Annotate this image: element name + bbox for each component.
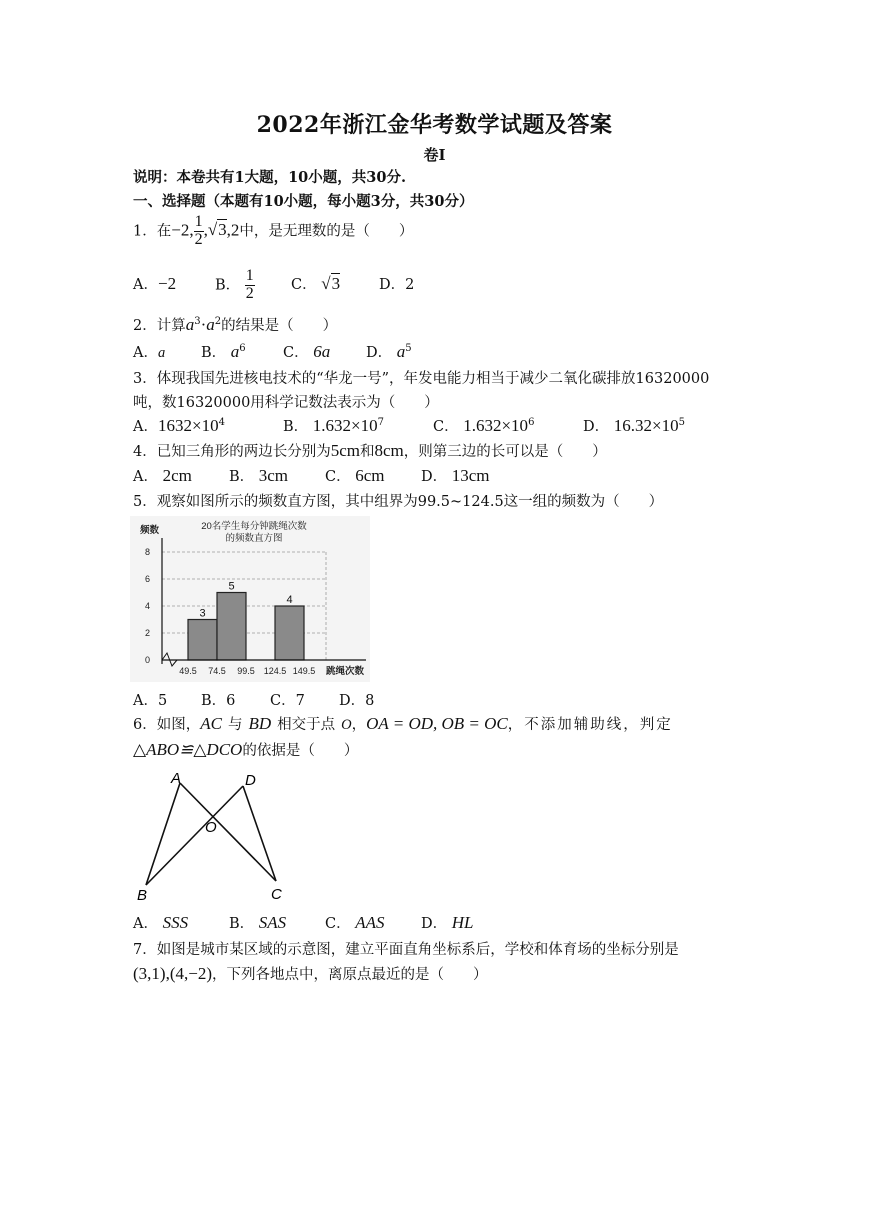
q6-triangles: △ABO≌△DCO (133, 740, 243, 759)
q5-option-a: A．5 (133, 693, 168, 709)
q4-suffix: ，则第三边的长可以是（ ） (403, 444, 607, 460)
q3-option-c (433, 415, 583, 436)
q1-sqrt: √3 (207, 220, 227, 240)
option-exp: 5 (678, 417, 685, 429)
option-label: D． (583, 419, 610, 435)
figure-label-a: A (171, 770, 182, 787)
option-label: C． (325, 469, 351, 485)
q6-suffix: 的依据是（ ） (242, 743, 359, 759)
question-1 (133, 214, 413, 249)
segment-ac (180, 783, 276, 881)
q2-base-b: a (206, 315, 215, 334)
chart-title-line-1: 20名学生每分钟跳绳次数 (201, 521, 307, 532)
q6-tail: ，不添加辅助线，判定 (507, 717, 673, 733)
option-label: B． (283, 419, 309, 435)
q4-mid: 和 (360, 444, 375, 460)
option-base: 1.632×10 (312, 416, 378, 435)
option-base: 1.632×10 (463, 416, 529, 435)
option-label: D． (421, 916, 448, 932)
instructions-note: 说明：本卷共有1大题，10小题，共30分. (133, 169, 406, 186)
q3-option-a (133, 415, 283, 436)
option-value: AAS (355, 913, 385, 932)
option-label: A． (133, 469, 158, 485)
question-3-line-1: 3．体现我国先进核电技术的“华龙一号”，年发电能力相当于减少二氧化碳排放16320000 (133, 371, 710, 387)
segment-dc (243, 786, 276, 881)
q2-option-c (283, 341, 366, 362)
q5-option-b: B．6 (201, 693, 236, 709)
option-value: 2 (405, 277, 415, 294)
q3-option-d (583, 415, 685, 436)
x-tick-label: 49.5 (179, 666, 197, 676)
option-label: C． (283, 345, 309, 361)
option-base: a (230, 342, 240, 361)
option-label: D． (379, 277, 406, 294)
q1-fraction (194, 214, 204, 249)
q1-suffix: 中，是无理数的是（ ） (239, 223, 414, 240)
question-6-line-2 (133, 739, 358, 760)
q6-segment-ac: AC (200, 714, 222, 733)
q6-segment-bd: BD (248, 714, 272, 733)
q4-option-b (229, 465, 325, 486)
q6-option-b (229, 912, 325, 933)
option-label: C． (325, 916, 351, 932)
question-1-options (133, 268, 414, 303)
question-4 (133, 440, 607, 461)
option-value: 2cm (162, 466, 192, 485)
q2-exp-b: 2 (214, 316, 222, 328)
question-6-line-1 (133, 713, 673, 734)
q1-option-a (133, 273, 215, 294)
q1-seq-a: −2, (171, 220, 194, 240)
frequency-histogram (130, 516, 370, 682)
q2-base-a: a (185, 315, 195, 334)
volume-label: 卷Ⅰ (423, 146, 446, 164)
q6-with: 与 (227, 717, 243, 733)
q2-option-a (133, 341, 201, 362)
q1-option-b (215, 268, 291, 303)
chart-title-line-2: 的频数直方图 (225, 533, 283, 544)
y-tick-label: 8 (144, 547, 150, 557)
q1-frac-num: 1 (194, 213, 203, 230)
option-label: C． (433, 419, 459, 435)
option-label: A． (133, 419, 158, 435)
question-3-options (133, 415, 685, 436)
option-label: A． (133, 916, 158, 932)
option-base: 16.32×10 (613, 416, 679, 435)
question-7-line-2 (133, 963, 487, 984)
chart-y-label: 频数 (140, 525, 160, 536)
q1-frac-den: 2 (194, 230, 203, 248)
figure-label-d: D (245, 772, 256, 789)
x-tick-label: 149.5 (292, 666, 316, 676)
figure-label-b: B (137, 887, 148, 903)
y-tick-label: 4 (144, 601, 150, 611)
q7-coordinates: (3,1),(4,−2) (133, 964, 212, 983)
bar-value-label: 5 (228, 580, 235, 593)
option-value: 3cm (258, 466, 289, 485)
chart-x-label: 跳绳次数 (326, 666, 365, 677)
q1-prefix: 1．在 (133, 223, 172, 240)
option-value: 6cm (355, 466, 385, 485)
question-5: 5．观察如图所示的频数直方图，其中组界为99.5~124.5这一组的频数为（ ） (133, 494, 664, 510)
page-title: 2022年浙江金华考数学试题及答案 (256, 112, 613, 138)
figure-label-c: C (271, 886, 282, 903)
q4-option-d (421, 465, 490, 486)
option-exp: 6 (239, 343, 246, 355)
option-base: 1632×10 (157, 416, 219, 435)
q2-option-b (201, 341, 283, 362)
q7-suffix: ，下列各地点中，离原点最近的是（ ） (211, 967, 488, 983)
q6-option-d (421, 912, 473, 933)
option-base: a (396, 342, 406, 361)
option-exp: 4 (218, 417, 225, 429)
y-tick-label: 0 (144, 655, 150, 665)
q1-option-c (291, 273, 379, 294)
q6-prefix: 6．如图， (133, 717, 201, 733)
bar-value-label: 3 (199, 607, 206, 620)
segment-ba (146, 783, 180, 885)
q6-meet: 相交于点 (277, 717, 336, 733)
option-label: B． (201, 345, 227, 361)
q6-option-c (325, 912, 421, 933)
q1-option-d (379, 273, 414, 294)
question-4-options (133, 465, 490, 486)
question-2 (133, 314, 337, 335)
q4-value-1: 5cm (330, 441, 361, 460)
histogram-bar (275, 606, 304, 660)
q5-option-c: C．7 (270, 693, 305, 709)
question-5-options (133, 689, 374, 710)
q5-option-d: D．8 (339, 693, 375, 709)
q6-condition: OA = OD, OB = OC (366, 714, 508, 733)
segment-bd (146, 786, 243, 885)
q2-dot: · (200, 315, 207, 334)
option-label: B． (215, 277, 241, 294)
option-label: B． (229, 916, 255, 932)
q6-comma: ， (351, 717, 367, 733)
option-label: D． (421, 469, 448, 485)
q6-option-a (133, 912, 229, 933)
q2-exp-a: 3 (194, 316, 201, 328)
frac-den: 2 (245, 284, 254, 302)
frac-num: 1 (245, 267, 254, 284)
option-label: B． (229, 469, 255, 485)
option-fraction (245, 268, 255, 303)
y-tick-label: 2 (144, 628, 150, 638)
x-tick-label: 99.5 (237, 666, 255, 676)
histogram-bar (217, 593, 246, 661)
q3-option-b (283, 415, 433, 436)
y-tick-label: 6 (144, 574, 150, 584)
option-value: a (157, 345, 166, 361)
crossing-triangles-figure (133, 768, 293, 903)
section-heading: 一、选择题（本题有10小题，每小题3分，共30分） (133, 193, 474, 210)
bar-value-label: 4 (286, 594, 293, 606)
histogram-bar (188, 620, 217, 661)
option-label: D． (366, 345, 393, 361)
option-exp: 5 (405, 343, 412, 355)
sqrt-val: 3 (331, 274, 341, 294)
option-sqrt: √3 (321, 274, 341, 294)
q4-value-2: 8cm (374, 441, 404, 460)
option-label: A． (133, 345, 158, 361)
option-exp: 7 (377, 417, 384, 429)
option-value: SAS (258, 913, 287, 932)
question-3-line-2: 吨，数16320000用科学记数法表示为（ ） (133, 395, 439, 411)
option-value: 6a (313, 342, 331, 361)
q2-suffix: 的结果是（ ） (221, 318, 338, 334)
q2-prefix: 2．计算 (133, 318, 186, 334)
option-exp: 6 (528, 417, 535, 429)
q1-seq-b: , (203, 220, 208, 240)
option-value: −2 (157, 274, 177, 294)
option-label: A． (133, 277, 158, 294)
question-6-options (133, 912, 473, 933)
option-value: SSS (162, 913, 189, 932)
q4-option-a (133, 465, 229, 486)
figure-label-o: O (205, 819, 217, 836)
option-value: 13cm (451, 466, 490, 485)
q1-sqrt-val: 3 (218, 220, 227, 240)
option-label: C． (291, 277, 317, 294)
x-tick-label: 124.5 (263, 666, 287, 676)
question-2-options (133, 341, 412, 362)
option-value: HL (451, 913, 474, 932)
question-7-line-1: 7．如图是城市某区域的示意图，建立平面直角坐标系后，学校和体育场的坐标分别是 (133, 942, 679, 958)
q2-option-d (366, 341, 412, 362)
x-tick-label: 74.5 (208, 666, 226, 676)
q4-prefix: 4．已知三角形的两边长分别为 (133, 444, 331, 460)
q4-option-c (325, 465, 421, 486)
q1-seq-c: ,2 (226, 220, 240, 240)
q6-point-o: O (341, 717, 352, 733)
